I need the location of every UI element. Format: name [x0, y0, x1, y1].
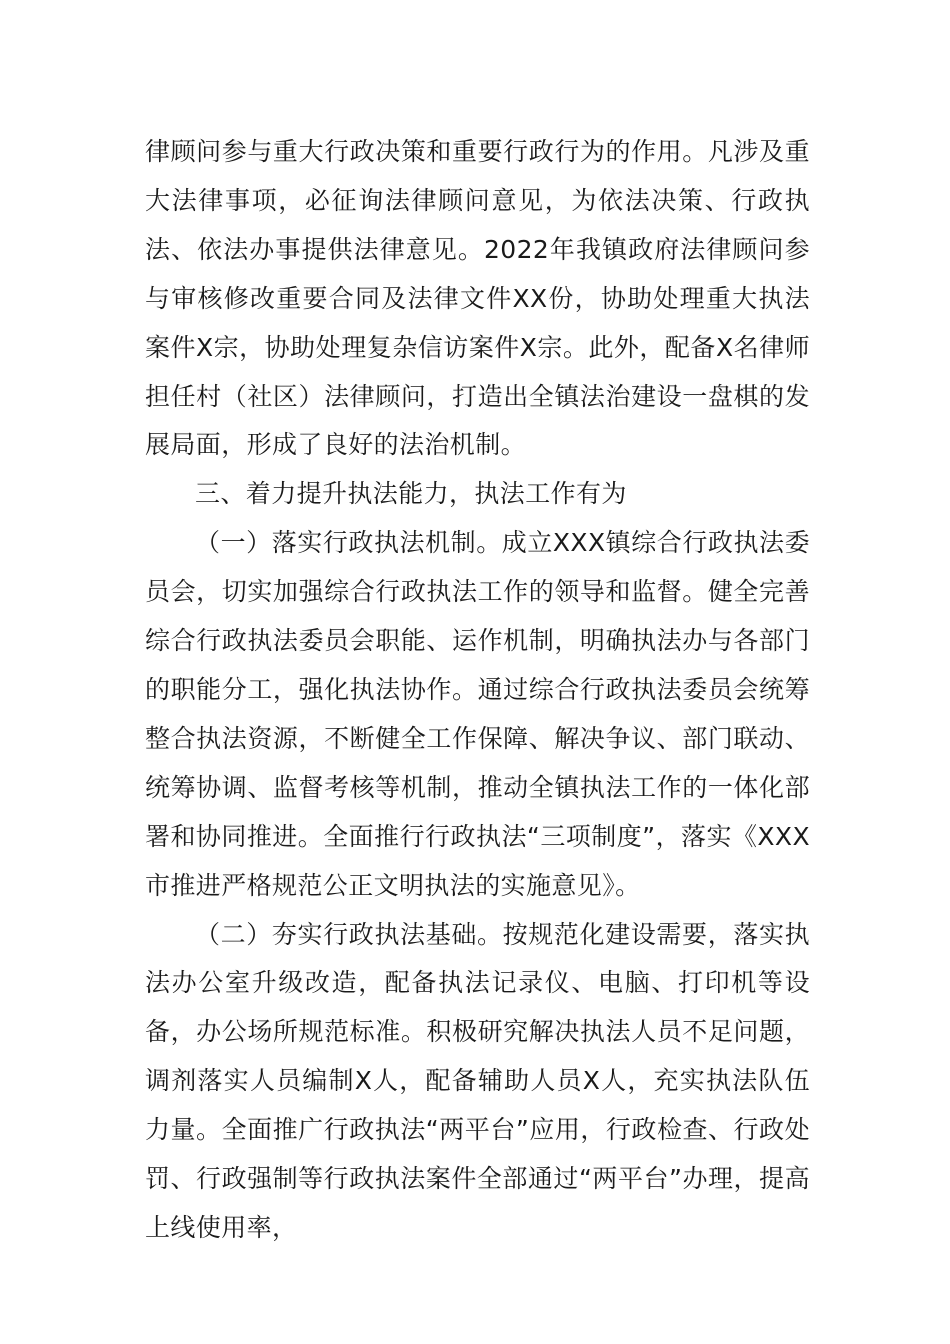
section-heading-three: 三、着力提升执法能力，执法工作有为: [195, 479, 627, 509]
paragraph-legal-advisor: 律顾问参与重大行政决策和重要行政行为的作用。凡涉及重大法律事项，必征询法律顾问意见，为依法决策、行政执法、依法办事提供法律意见。2022年我镇政府法律顾问参与审核修改重要合同及法律文件XX份，协助处理重大执法案件X宗，协助处理复杂信访案件X宗。此外，配备X名律师担任村（社区）法律顾问，打造出全镇法治建设一盘棋的发展局面，形成了良好的法治机制。: [145, 137, 810, 460]
paragraph-enforcement-foundation: （二）夯实行政执法基础。按规范化建设需要，落实执法办公室升级改造，配备执法记录仪、电脑、打印机等设备，办公场所规范标准。积极研究解决执法人员不足问题，调剂落实人员编制X人，配备辅助人员X人，充实执法队伍力量。全面推广行政执法“两平台”应用，行政检查、行政处罚、行政强制等行政执法案件全部通过“两平台”办理，提高上线使用率，: [145, 919, 810, 1242]
document-body: [145, 128, 810, 1253]
paragraph-enforcement-mechanism: （一）落实行政执法机制。成立XXX镇综合行政执法委员会，切实加强综合行政执法工作的领导和监督。健全完善综合行政执法委员会职能、运作机制，明确执法办与各部门的职能分工，强化执法协作。通过综合行政执法委员会统筹整合执法资源，不断健全工作保障、解决争议、部门联动、统筹协调、监督考核等机制，推动全镇执法工作的一体化部署和协同推进。全面推行行政执法“三项制度”，落实《XXX市推进严格规范公正文明执法的实施意见》。: [145, 528, 810, 900]
